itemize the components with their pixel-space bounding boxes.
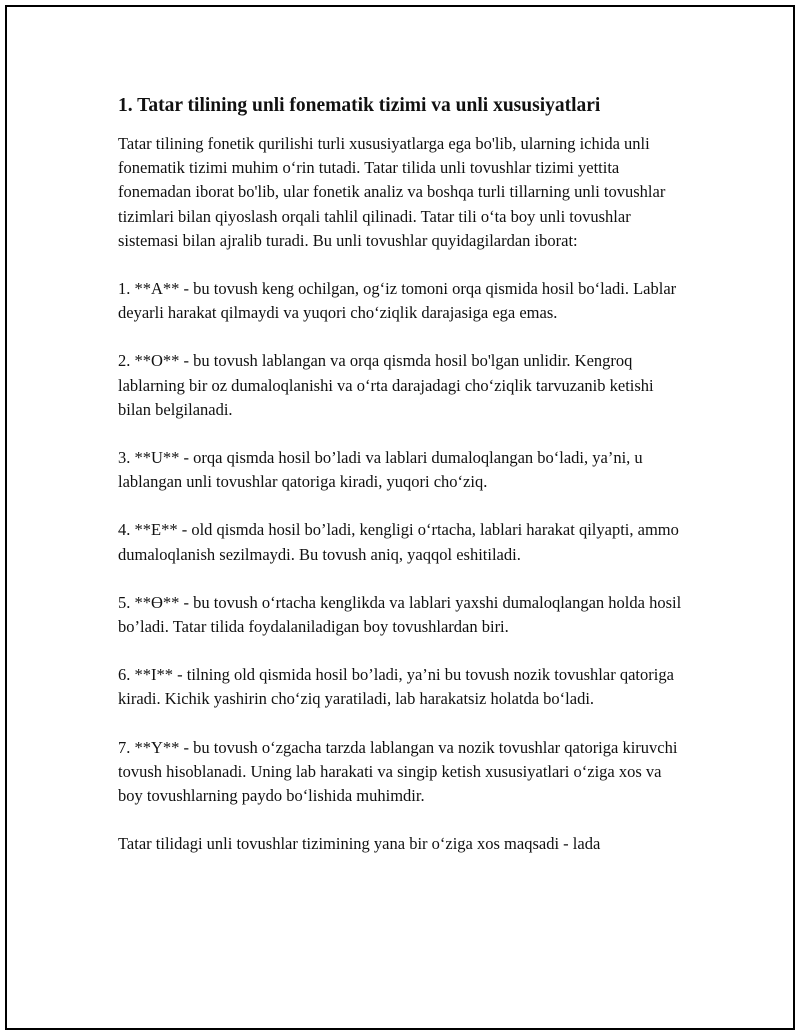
section-heading: 1. Tatar tilining unli fonematik tizimi va unli xususiyatlari [118,95,601,116]
vowel-u-paragraph: 3. **U** - orqa qismda hosil bo’ladi va lablari dumaloqlangan bo‘ladi, ya’ni, u lablangan unli tovushlar qatoriga kiradi, yuqori choʻziq. [118,448,643,492]
vowel-a-paragraph: 1. **A** - bu tovush keng ochilgan, ogʻiz tomoni orqa qismida hosil boʻladi. Lablar deyarli harakat qilmaydi va yuqori choʻziqlik darajasiga ega emas. [118,279,677,323]
vowel-oe-paragraph: 5. **Ө** - bu tovush oʻrtacha kenglikda va lablari yaxshi dumaloqlangan holda hosil bo’ladi. Tatar tilida foydalaniladigan boy tovushlardan biri. [118,592,682,637]
vowel-o-paragraph: 2. **O** - bu tovush lablangan va orqa qismda hosil bo'lgan unlidir. Kengroq lablarning bir oz dumaloqlanishi va oʻrta darajadagi choʻziqlik tarvuzanib ketishi bilan belgilanadi. [118,351,654,419]
vowel-e-paragraph: 4. **E** - old qismda hosil bo’ladi, kengligi oʻrtacha, lablari harakat qilyapti, ammo dumaloqlanish sezilmaydi. Bu tovush aniq, yaqqol eshitiladi. [118,520,679,564]
intro-paragraph: Tatar tilining fonetik qurilishi turli xususiyatlarga ega bo'lib, ularning ichida unli fonematik tizimi muhim oʻrin tutadi. Tatar tilida unli tovushlar tizimi yettita fonemadan iborat bo'lib, ular fonetik analiz va boshqa turli tillarning unli tovushlar tizimlari bilan qiyoslash orqali tahlil qilinadi. Tatar tili oʻta boy unli tovushlar sistemasi bilan ajralib turadi. Bu unli tovushlar quyidagilardan iborat: [118,134,666,250]
vowel-i-paragraph: 6. **I** - tilning old qismida hosil bo’ladi, ya’ni bu tovush nozik tovushlar qatoriga kiradi. Kichik yashirin choʻziq yaratiladi, lab harakatsiz holatda boʻladi. [118,665,674,709]
document-body [118,93,688,880]
vowel-y-paragraph: 7. **Y** - bu tovush oʻzgacha tarzda lablangan va nozik tovushlar qatoriga kiruvchi tovush hisoblanadi. Uning lab harakati va singip ketish xususiyatlari oʻziga xos va boy tovushlarning paydo boʻlishida muhimdir. [118,737,678,806]
closing-paragraph: Tatar tilidagi unli tovushlar tizimining yana bir oʻziga xos maqsadi - lada [118,834,601,854]
